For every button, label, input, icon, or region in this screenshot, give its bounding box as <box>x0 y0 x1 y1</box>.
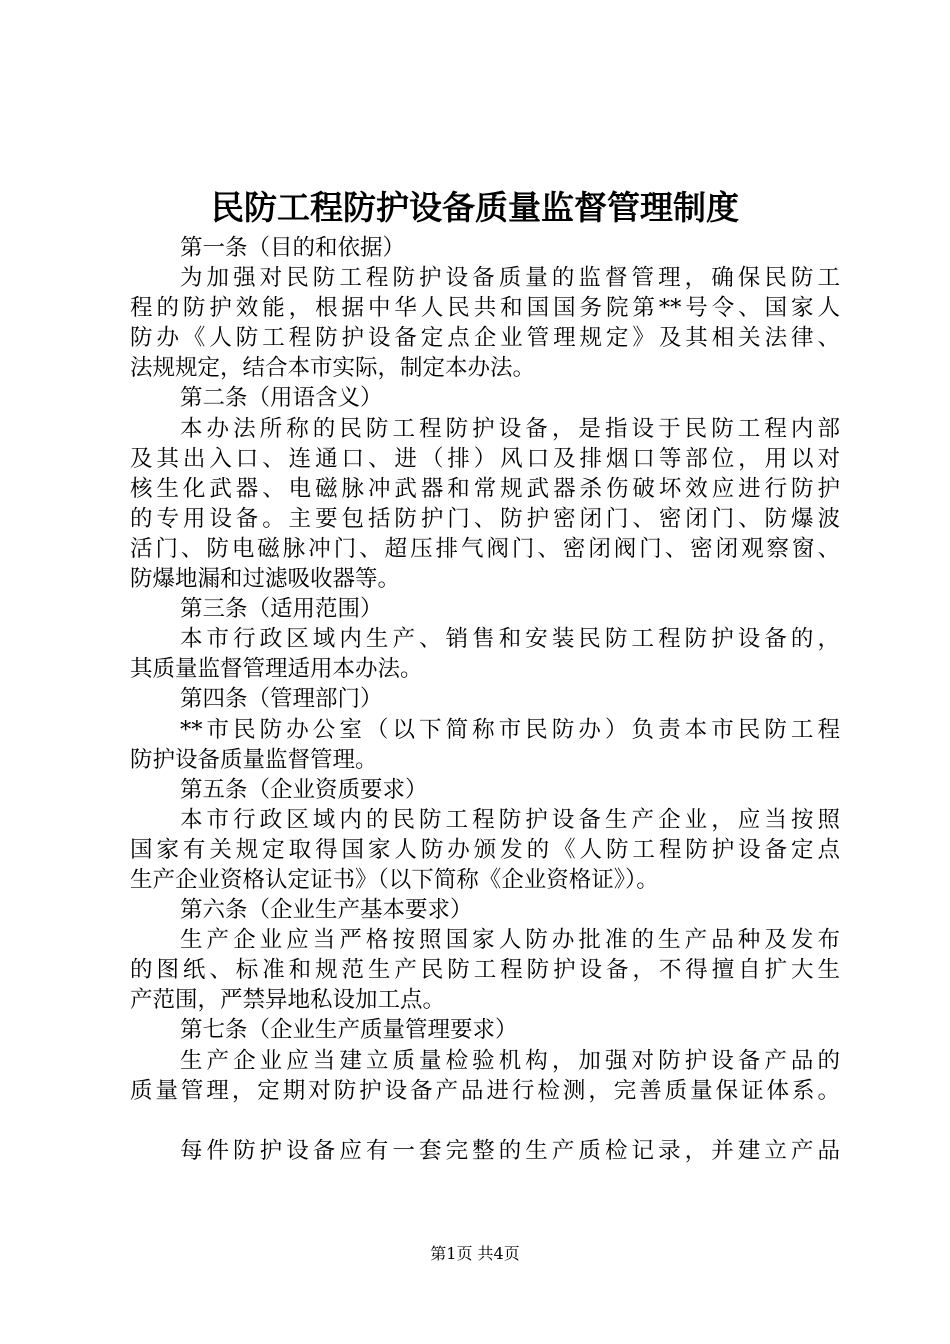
text-line: 每件防护设备应有一套完整的生产质检记录，并建立产品 <box>180 1137 840 1164</box>
article-heading: 第五条（企业资质要求） <box>180 776 428 803</box>
article-heading: 第四条（管理部门） <box>180 686 383 713</box>
text-line: 生产企业资格认定证书》（以下简称《企业资格证》）。 <box>130 866 659 893</box>
text-line: 本市行政区域内的民防工程防护设备生产企业，应当按照 <box>180 806 840 833</box>
article-heading: 第七条（企业生产质量管理要求） <box>180 1017 518 1044</box>
text-line: 防办《人防工程防护设备定点企业管理规定》及其相关法律、 <box>130 325 840 352</box>
text-line: 生产企业应当严格按照国家人防办批准的生产品种及发布 <box>180 927 840 954</box>
text-line: 防爆地漏和过滤吸收器等。 <box>130 566 401 593</box>
text-line: **市民防办公室（以下简称市民防办）负责本市民防工程 <box>180 716 840 743</box>
document-body <box>130 233 840 1166</box>
text-line: 核生化武器、电磁脉冲武器和常规武器杀伤破坏效应进行防护 <box>130 475 840 502</box>
text-line: 活门、防电磁脉冲门、超压排气阀门、密闭阀门、密闭观察窗、 <box>130 535 840 562</box>
text-line: 国家有关规定取得国家人防办颁发的《人防工程防护设备定点 <box>130 836 840 863</box>
article-heading: 第六条（企业生产基本要求） <box>180 897 473 924</box>
document-title: 民防工程防护设备质量监督管理制度 <box>211 188 739 227</box>
text-line: 其质量监督管理适用本办法。 <box>130 656 423 683</box>
text-line: 产范围，严禁异地私设加工点。 <box>130 987 446 1014</box>
text-line: 程的防护效能，根据中华人民共和国国务院第**号令、国家人 <box>130 295 840 322</box>
article-heading: 第二条（用语含义） <box>180 385 383 412</box>
text-line: 防护设备质量监督管理。 <box>130 746 378 773</box>
text-line: 本办法所称的民防工程防护设备，是指设于民防工程内部 <box>180 415 840 442</box>
text-line: 的图纸、标准和规范生产民防工程防护设备，不得擅自扩大生 <box>130 957 840 984</box>
text-line: 质量管理，定期对防护设备产品进行检测，完善质量保证体系。 <box>130 1077 840 1104</box>
text-line: 生产企业应当建立质量检验机构，加强对防护设备产品的 <box>180 1047 840 1074</box>
paragraph-gap <box>130 1106 840 1136</box>
article-heading: 第三条（适用范围） <box>180 596 383 623</box>
text-line: 的专用设备。主要包括防护门、防护密闭门、密闭门、防爆波 <box>130 505 840 532</box>
page-footer: 第1页 共4页 <box>430 1244 520 1263</box>
text-line: 及其出入口、连通口、进（排）风口及排烟口等部位，用以对 <box>130 445 840 472</box>
text-line: 法规规定，结合本市实际，制定本办法。 <box>130 355 536 382</box>
text-line: 为加强对民防工程防护设备质量的监督管理，确保民防工 <box>180 265 840 292</box>
text-line: 本市行政区域内生产、销售和安装民防工程防护设备的， <box>180 626 840 653</box>
article-heading: 第一条（目的和依据） <box>180 235 406 261</box>
